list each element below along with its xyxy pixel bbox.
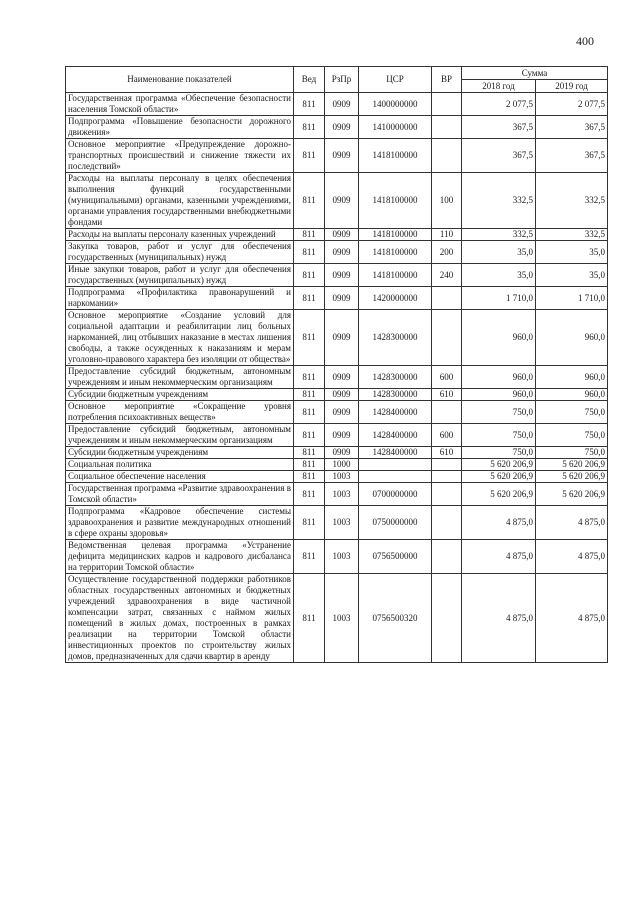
table-row — [66, 389, 608, 401]
cell-name: Предоставление субсидий бюджетным, автономным учреждениям и иным некоммерческим организациям — [66, 366, 294, 389]
cell-2018: 960,0 — [462, 389, 536, 401]
cell-name: Предоставление субсидий бюджетным, автономным учреждениям и иным некоммерческим организациям — [66, 424, 294, 447]
cell-ved: 811 — [294, 483, 325, 506]
table-row — [66, 447, 608, 459]
cell-2018: 4 875,0 — [462, 506, 536, 540]
cell-name: Подпрограмма «Кадровое обеспечение системы здравоохранения и развитие международных отношений в сфере охраны здоровья» — [66, 506, 294, 540]
cell-csr: 0750000000 — [359, 506, 432, 540]
cell-csr: 1428400000 — [359, 401, 432, 424]
cell-csr: 1428300000 — [359, 389, 432, 401]
cell-ved: 811 — [294, 471, 325, 483]
cell-2019: 960,0 — [536, 366, 608, 389]
cell-2019: 750,0 — [536, 447, 608, 459]
header-name: Наименование показателей — [66, 67, 294, 93]
cell-ved: 811 — [294, 389, 325, 401]
cell-ved: 811 — [294, 287, 325, 310]
cell-2018: 367,5 — [462, 139, 536, 173]
cell-rzpr: 0909 — [325, 447, 359, 459]
cell-2018: 1 710,0 — [462, 287, 536, 310]
cell-vr — [432, 540, 462, 574]
cell-2019: 4 875,0 — [536, 540, 608, 574]
cell-csr — [359, 471, 432, 483]
cell-2019: 332,5 — [536, 229, 608, 241]
cell-csr: 0756500000 — [359, 540, 432, 574]
table-row — [66, 574, 608, 663]
cell-2019: 4 875,0 — [536, 506, 608, 540]
cell-rzpr: 1000 — [325, 459, 359, 471]
cell-name: Государственная программа «Обеспечение безопасности населения Томской области» — [66, 93, 294, 116]
table-row — [66, 241, 608, 264]
table-row — [66, 93, 608, 116]
cell-rzpr: 0909 — [325, 241, 359, 264]
cell-vr — [432, 574, 462, 663]
cell-vr: 100 — [432, 173, 462, 229]
table-row — [66, 506, 608, 540]
cell-ved: 811 — [294, 139, 325, 173]
cell-rzpr: 0909 — [325, 310, 359, 366]
cell-2018: 4 875,0 — [462, 574, 536, 663]
header-vr: ВР — [432, 67, 462, 93]
table-row — [66, 483, 608, 506]
cell-vr: 600 — [432, 366, 462, 389]
cell-vr — [432, 401, 462, 424]
cell-rzpr: 0909 — [325, 93, 359, 116]
cell-name: Основное мероприятие «Сокращение уровня потребления психоактивных веществ» — [66, 401, 294, 424]
table-row — [66, 116, 608, 139]
cell-ved: 811 — [294, 264, 325, 287]
cell-csr: 1410000000 — [359, 116, 432, 139]
cell-vr — [432, 459, 462, 471]
header-2018: 2018 год — [462, 80, 536, 93]
cell-name: Ведомственная целевая программа «Устранение дефицита медицинских кадров и кадрового дисбаланса на территории Томской области» — [66, 540, 294, 574]
cell-rzpr: 0909 — [325, 229, 359, 241]
cell-name: Подпрограмма «Профилактика правонарушений и наркомании» — [66, 287, 294, 310]
table-row — [66, 540, 608, 574]
cell-csr: 1428300000 — [359, 310, 432, 366]
table-row — [66, 287, 608, 310]
table-row — [66, 173, 608, 229]
cell-name: Осуществление государственной поддержки работников областных государственных автономных и бюджетных учреждений здравоохранения в виде частичной компенсации затрат, связанных с наймом жилых помещений в жилых домах, построенных в рамках реализации на территории Томской области инвестиционных проектов по строительству жилых домов, предназначенных для сдачи квартир в аренду — [66, 574, 294, 663]
cell-ved: 811 — [294, 173, 325, 229]
cell-2018: 367,5 — [462, 116, 536, 139]
cell-name: Основное мероприятие «Предупреждение дорожно-транспортных происшествий и снижение тяжести их последствий» — [66, 139, 294, 173]
cell-name: Подпрограмма «Повышение безопасности дорожного движения» — [66, 116, 294, 139]
cell-2019: 5 620 206,9 — [536, 459, 608, 471]
cell-rzpr: 0909 — [325, 287, 359, 310]
cell-rzpr: 1003 — [325, 574, 359, 663]
cell-ved: 811 — [294, 574, 325, 663]
cell-vr: 110 — [432, 229, 462, 241]
cell-2019: 2 077,5 — [536, 93, 608, 116]
table-row — [66, 366, 608, 389]
cell-name: Социальная политика — [66, 459, 294, 471]
cell-csr: 1428400000 — [359, 424, 432, 447]
table-row — [66, 459, 608, 471]
cell-name: Основное мероприятие «Создание условий для социальной адаптации и реабилитации лиц больных наркоманией, лиц отбывших наказание в местах лишения свободы, а также осужденных к наказаниям и мерам уголовно-правового характера без изоляции от общества» — [66, 310, 294, 366]
cell-2019: 5 620 206,9 — [536, 471, 608, 483]
cell-csr: 1418100000 — [359, 139, 432, 173]
cell-name: Расходы на выплаты персоналу казенных учреждений — [66, 229, 294, 241]
cell-2019: 960,0 — [536, 389, 608, 401]
cell-2018: 5 620 206,9 — [462, 483, 536, 506]
cell-vr — [432, 310, 462, 366]
cell-2018: 750,0 — [462, 447, 536, 459]
cell-2018: 5 620 206,9 — [462, 471, 536, 483]
cell-vr: 200 — [432, 241, 462, 264]
cell-ved: 811 — [294, 459, 325, 471]
cell-csr: 1428300000 — [359, 366, 432, 389]
cell-vr — [432, 471, 462, 483]
cell-vr — [432, 506, 462, 540]
cell-2019: 4 875,0 — [536, 574, 608, 663]
cell-rzpr: 0909 — [325, 139, 359, 173]
cell-2019: 960,0 — [536, 310, 608, 366]
cell-csr: 1400000000 — [359, 93, 432, 116]
cell-vr: 610 — [432, 447, 462, 459]
cell-ved: 811 — [294, 506, 325, 540]
cell-2019: 332,5 — [536, 173, 608, 229]
cell-vr — [432, 287, 462, 310]
cell-rzpr: 0909 — [325, 424, 359, 447]
cell-2019: 35,0 — [536, 241, 608, 264]
cell-vr — [432, 116, 462, 139]
cell-name: Расходы на выплаты персоналу в целях обеспечения выполнения функций государственными (муниципальными) органами, казенными учреждениями, органами управления государственными внебюджетными фондами — [66, 173, 294, 229]
cell-rzpr: 0909 — [325, 264, 359, 287]
cell-2018: 5 620 206,9 — [462, 459, 536, 471]
cell-ved: 811 — [294, 366, 325, 389]
cell-vr: 600 — [432, 424, 462, 447]
cell-rzpr: 0909 — [325, 401, 359, 424]
budget-table — [65, 66, 608, 663]
cell-vr: 610 — [432, 389, 462, 401]
table-row — [66, 424, 608, 447]
cell-rzpr: 0909 — [325, 173, 359, 229]
cell-ved: 811 — [294, 310, 325, 366]
cell-name: Закупка товаров, работ и услуг для обеспечения государственных (муниципальных) нужд — [66, 241, 294, 264]
cell-rzpr: 1003 — [325, 506, 359, 540]
cell-2018: 960,0 — [462, 310, 536, 366]
cell-csr: 0700000000 — [359, 483, 432, 506]
cell-csr: 1418100000 — [359, 241, 432, 264]
cell-2019: 750,0 — [536, 401, 608, 424]
cell-name: Государственная программа «Развитие здравоохранения в Томской области» — [66, 483, 294, 506]
cell-2018: 4 875,0 — [462, 540, 536, 574]
cell-ved: 811 — [294, 93, 325, 116]
cell-rzpr: 0909 — [325, 366, 359, 389]
cell-csr — [359, 459, 432, 471]
cell-vr — [432, 93, 462, 116]
table-row — [66, 310, 608, 366]
cell-ved: 811 — [294, 241, 325, 264]
cell-csr: 0756500320 — [359, 574, 432, 663]
cell-rzpr: 1003 — [325, 540, 359, 574]
header-2019: 2019 год — [536, 80, 608, 93]
cell-csr: 1418100000 — [359, 264, 432, 287]
cell-2018: 960,0 — [462, 366, 536, 389]
table-row — [66, 139, 608, 173]
cell-2018: 35,0 — [462, 241, 536, 264]
table-row — [66, 229, 608, 241]
cell-rzpr: 0909 — [325, 389, 359, 401]
cell-name: Субсидии бюджетным учреждениям — [66, 389, 294, 401]
table-row — [66, 264, 608, 287]
cell-csr: 1418100000 — [359, 229, 432, 241]
cell-name: Иные закупки товаров, работ и услуг для обеспечения государственных (муниципальных) нужд — [66, 264, 294, 287]
cell-2019: 35,0 — [536, 264, 608, 287]
cell-2018: 35,0 — [462, 264, 536, 287]
cell-2018: 332,5 — [462, 173, 536, 229]
cell-ved: 811 — [294, 447, 325, 459]
cell-name: Социальное обеспечение населения — [66, 471, 294, 483]
cell-rzpr: 0909 — [325, 116, 359, 139]
cell-vr — [432, 139, 462, 173]
header-rzpr: РзПр — [325, 67, 359, 93]
cell-2019: 750,0 — [536, 424, 608, 447]
cell-2018: 332,5 — [462, 229, 536, 241]
cell-rzpr: 1003 — [325, 483, 359, 506]
cell-csr: 1420000000 — [359, 287, 432, 310]
cell-2018: 750,0 — [462, 424, 536, 447]
header-csr: ЦСР — [359, 67, 432, 93]
cell-ved: 811 — [294, 540, 325, 574]
cell-2019: 367,5 — [536, 139, 608, 173]
cell-ved: 811 — [294, 116, 325, 139]
page-number: 400 — [576, 34, 594, 48]
header-ved: Вед — [294, 67, 325, 93]
cell-ved: 811 — [294, 424, 325, 447]
cell-vr — [432, 483, 462, 506]
table-row — [66, 471, 608, 483]
cell-2019: 1 710,0 — [536, 287, 608, 310]
cell-csr: 1418100000 — [359, 173, 432, 229]
cell-2019: 5 620 206,9 — [536, 483, 608, 506]
header-sum: Сумма — [462, 67, 608, 80]
cell-2018: 750,0 — [462, 401, 536, 424]
cell-name: Субсидии бюджетным учреждениям — [66, 447, 294, 459]
cell-rzpr: 1003 — [325, 471, 359, 483]
cell-ved: 811 — [294, 401, 325, 424]
cell-csr: 1428400000 — [359, 447, 432, 459]
cell-vr: 240 — [432, 264, 462, 287]
cell-2019: 367,5 — [536, 116, 608, 139]
table-row — [66, 401, 608, 424]
cell-2018: 2 077,5 — [462, 93, 536, 116]
cell-ved: 811 — [294, 229, 325, 241]
